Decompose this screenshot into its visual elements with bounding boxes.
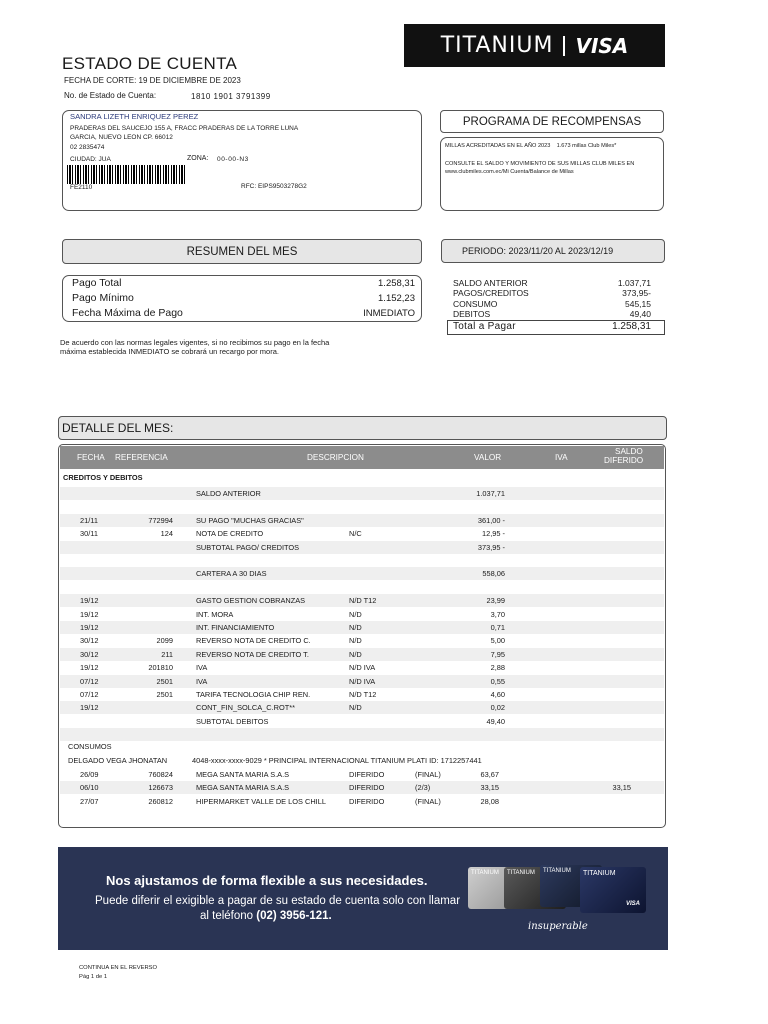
col-descripcion: DESCRIPCION xyxy=(307,453,364,462)
section-consumos: CONSUMOS xyxy=(68,742,112,751)
rewards-miles-value: 1.673 xyxy=(556,143,571,149)
summary-label-min: Pago Mínimo xyxy=(72,292,134,304)
row-stripe xyxy=(60,487,664,500)
footer-page: Pág 1 de 1 xyxy=(79,974,108,980)
table-cell-valor: 0,02 xyxy=(490,703,505,713)
consumo-cell-cuota: (2/3) xyxy=(415,783,431,793)
account-number: 1810 1901 3791399 xyxy=(191,92,271,101)
period-value-0: 1.037,71 xyxy=(617,278,651,288)
table-cell-desc: TARIFA TECNOLOGIA CHIP REN. xyxy=(196,690,311,699)
period-label-0: SALDO ANTERIOR xyxy=(453,278,528,288)
account-label: No. de Estado de Cuenta: xyxy=(64,91,157,100)
zone-label: ZONA: xyxy=(187,155,209,162)
card-label: TITANIUM xyxy=(543,868,571,874)
total-to-pay-value: 1.258,31 xyxy=(612,321,651,332)
cut-date: FECHA DE CORTE: 19 DE DICIEMBRE DE 2023 xyxy=(64,76,241,85)
page-title: ESTADO DE CUENTA xyxy=(62,54,238,73)
rewards-line-1 xyxy=(445,143,616,149)
row-stripe xyxy=(60,621,664,634)
period-label-3: DEBITOS xyxy=(453,309,491,319)
table-cell-valor: 0,55 xyxy=(490,676,505,686)
table-cell-desc: IVA xyxy=(196,676,208,686)
summary-label-total: Pago Total xyxy=(72,277,122,289)
promo-banner xyxy=(58,847,668,950)
col-referencia: REFERENCIA xyxy=(115,453,168,462)
consumo-cell-valor: 28,08 xyxy=(480,796,499,806)
consumo-cell-fecha: 06/10 xyxy=(80,783,99,793)
table-cell-ref: 2099 xyxy=(156,636,173,646)
rewards-line-3: www.clubmiles.com.ec/Mi Cuenta/Balance de Millas xyxy=(445,169,574,175)
table-cell-desc: CARTERA A 30 DIAS xyxy=(196,569,267,579)
consumo-cell-cuota: (FINAL) xyxy=(415,770,441,779)
period-label-1: PAGOS/CREDITOS xyxy=(453,288,529,298)
section-credits-debits: CREDITOS Y DEBITOS xyxy=(63,473,143,482)
table-cell-desc: REVERSO NOTA DE CREDITO C. xyxy=(196,636,311,646)
detail-table-header xyxy=(60,446,664,469)
table-cell-desc: INT. FINANCIAMIENTO xyxy=(196,623,275,632)
col-iva: IVA xyxy=(555,453,568,462)
col-valor: VALOR xyxy=(474,453,502,462)
row-stripe xyxy=(60,541,664,554)
table-cell-type: N/D IVA xyxy=(349,663,376,673)
card-visa: VISA xyxy=(626,901,641,907)
table-cell-fecha: 07/12 xyxy=(80,690,99,699)
table-cell-desc: SU PAGO "MUCHAS GRACIAS" xyxy=(196,515,304,525)
period-label: PERIODO: 2023/11/20 AL 2023/12/19 xyxy=(441,239,665,263)
table-cell-type: N/D xyxy=(349,636,362,646)
detail-title: DETALLE DEL MES: xyxy=(58,416,667,440)
table-cell-fecha: 30/12 xyxy=(80,649,99,659)
table-cell-ref: 124 xyxy=(160,529,173,539)
customer-address-2: GARCIA, NUEVO LEON CP. 66012 xyxy=(70,134,173,141)
table-cell-type: N/D xyxy=(349,609,362,619)
table-cell-fecha: 19/12 xyxy=(80,623,99,632)
table-cell-desc: CONT_FIN_SOLCA_C.ROT** xyxy=(196,703,295,713)
banner-tagline: insuperable xyxy=(528,921,588,932)
consumo-cell-ref: 760824 xyxy=(148,770,173,779)
table-cell-desc: NOTA DE CREDITO xyxy=(196,529,264,539)
table-cell-valor: 361,00 - xyxy=(477,515,505,525)
period-value-1: 373,95- xyxy=(622,288,651,298)
barcode xyxy=(67,165,185,184)
table-cell-type: N/C xyxy=(349,529,362,539)
banner-line-2 xyxy=(200,910,332,922)
consumo-cell-type: DIFERIDO xyxy=(349,796,385,806)
table-cell-desc: SALDO ANTERIOR xyxy=(196,489,261,498)
summary-note-1: De acuerdo con las normas legales vigentes, si no recibimos su pago en la fecha xyxy=(60,338,330,347)
table-cell-valor: 373,95 - xyxy=(477,542,505,552)
table-cell-type: N/D xyxy=(349,649,362,659)
summary-label-due: Fecha Máxima de Pago xyxy=(72,307,183,319)
table-cell-valor: 12,95 - xyxy=(481,529,505,539)
table-cell-valor: 3,70 xyxy=(490,609,505,619)
table-cell-valor: 5,00 xyxy=(490,636,505,646)
summary-value-due: INMEDIATO xyxy=(363,308,415,319)
table-cell-valor: 23,99 xyxy=(486,596,505,606)
banner-headline: Nos ajustamos de forma flexible a sus necesidades. xyxy=(106,873,428,888)
table-cell-ref: 2501 xyxy=(156,676,173,686)
consumo-cell-type: DIFERIDO xyxy=(349,783,385,793)
rewards-title: PROGRAMA DE RECOMPENSAS xyxy=(440,110,664,133)
col-fecha: FECHA xyxy=(77,453,105,462)
logo-divider xyxy=(563,36,565,56)
footer-continue: CONTINUA EN EL REVERSO xyxy=(79,965,158,971)
table-cell-valor: 4,60 xyxy=(490,690,505,699)
summary-value-total: 1.258,31 xyxy=(378,278,415,289)
card-label: TITANIUM xyxy=(507,870,535,876)
table-cell-type: N/D IVA xyxy=(349,676,376,686)
table-cell-fecha: 21/11 xyxy=(80,515,98,525)
customer-phone: 02 2835474 xyxy=(70,144,105,151)
period-value-2: 545,15 xyxy=(625,299,651,309)
table-cell-ref: 2501 xyxy=(156,690,173,699)
summary-title: RESUMEN DEL MES xyxy=(62,239,422,264)
rewards-miles-unit: millas Club Miles* xyxy=(572,143,617,149)
consumos-stripe xyxy=(60,728,664,741)
table-cell-type: N/D xyxy=(349,703,362,713)
col-saldo: SALDO xyxy=(615,447,643,456)
consumo-cell-ref: 260812 xyxy=(148,796,173,806)
table-cell-desc: INT. MORA xyxy=(196,609,234,619)
banner-line-2-text: al teléfono xyxy=(200,910,257,922)
table-cell-desc: REVERSO NOTA DE CREDITO T. xyxy=(196,649,309,659)
banner-line-1: Puede diferir el exigible a pagar de su estado de cuenta solo con llamar xyxy=(95,895,461,907)
rewards-miles-label: MILLAS ACREDITADAS EN EL AÑO 2023 xyxy=(445,143,551,149)
customer-address-1: PRADERAS DEL SAUCEJO 155 A, FRACC PRADERAS DE LA TORRE LUNA xyxy=(70,125,299,132)
customer-code: FE2110 xyxy=(70,184,93,191)
table-cell-type: N/D T12 xyxy=(349,690,377,699)
row-stripe xyxy=(60,567,664,580)
table-cell-fecha: 30/12 xyxy=(80,636,99,646)
table-cell-ref: 201810 xyxy=(148,663,173,673)
consumo-cell-valor: 33,15 xyxy=(480,783,499,793)
table-cell-type: N/D T12 xyxy=(349,596,377,606)
table-cell-desc: GASTO GESTION COBRANZAS xyxy=(196,596,306,606)
banner-phone: (02) 3956-121. xyxy=(256,910,332,922)
table-cell-desc: IVA xyxy=(196,663,208,673)
consumo-cell-desc: MEGA SANTA MARIA S.A.S xyxy=(196,770,290,779)
summary-note-2: máxima establecida INMEDIATO se cobrará un recargo por mora. xyxy=(60,347,279,356)
consumo-cell-desc: HIPERMARKET VALLE DE LOS CHILL xyxy=(196,796,326,806)
consumo-cell-fecha: 26/09 xyxy=(80,770,99,779)
table-cell-fecha: 19/12 xyxy=(80,609,99,619)
consumo-cell-ref: 126673 xyxy=(148,783,173,793)
card-label: TITANIUM xyxy=(471,870,499,876)
col-diferido: DIFERIDO xyxy=(604,456,644,465)
table-cell-fecha: 07/12 xyxy=(80,676,99,686)
total-to-pay-label: Total a Pagar xyxy=(453,321,516,332)
consumo-cell-type: DIFERIDO xyxy=(349,770,385,779)
table-cell-type: N/D xyxy=(349,623,362,632)
customer-name: SANDRA LIZETH ENRIQUEZ PEREZ xyxy=(70,112,199,121)
table-cell-valor: 49,40 xyxy=(486,716,505,726)
card-holder-info: 4048-xxxx-xxxx-9029 * PRINCIPAL INTERNACIONAL TITANIUM PLATI ID: 1712257441 xyxy=(192,756,482,765)
table-cell-fecha: 30/11 xyxy=(80,529,98,539)
zone-value: 00-00-N3 xyxy=(217,156,249,163)
titanium-visa-logo xyxy=(404,24,665,67)
table-cell-valor: 2,88 xyxy=(490,663,505,673)
visa-logo: VISA xyxy=(575,33,629,58)
table-cell-fecha: 19/12 xyxy=(80,703,99,713)
period-value-3: 49,40 xyxy=(629,309,651,319)
table-cell-ref: 772994 xyxy=(148,515,173,525)
consumo-cell-fecha: 27/07 xyxy=(80,796,99,806)
card-holder: DELGADO VEGA JHONATAN xyxy=(68,756,168,765)
table-cell-desc: SUBTOTAL PAGO/ CREDITOS xyxy=(196,542,300,552)
brand-name: TITANIUM xyxy=(440,33,554,58)
table-cell-ref: 211 xyxy=(161,649,173,659)
row-stripe xyxy=(60,701,664,714)
table-cell-desc: SUBTOTAL DEBITOS xyxy=(196,716,269,726)
table-cell-fecha: 19/12 xyxy=(80,663,99,673)
table-cell-valor: 558,06 xyxy=(482,569,505,579)
consumo-cell-desc: MEGA SANTA MARIA S.A.S xyxy=(196,783,290,793)
consumo-cell-cuota: (FINAL) xyxy=(415,796,441,806)
card-label: TITANIUM xyxy=(583,870,616,877)
customer-city: CIUDAD: JUA xyxy=(70,156,111,163)
card-image-front xyxy=(580,867,646,913)
table-cell-valor: 0,71 xyxy=(490,623,505,632)
period-label-2: CONSUMO xyxy=(453,299,498,309)
table-cell-valor: 1.037,71 xyxy=(476,489,505,498)
summary-value-min: 1.152,23 xyxy=(378,293,415,304)
customer-rfc: RFC: EIPS9503278G2 xyxy=(241,183,307,190)
consumo-cell-saldo: 33,15 xyxy=(612,783,631,793)
rewards-line-2: CONSULTE EL SALDO Y MOVIMIENTO DE SUS MILLAS CLUB MILES EN xyxy=(445,161,635,167)
table-cell-valor: 7,95 xyxy=(490,649,505,659)
table-cell-fecha: 19/12 xyxy=(80,596,99,606)
consumo-cell-valor: 63,67 xyxy=(480,770,499,779)
